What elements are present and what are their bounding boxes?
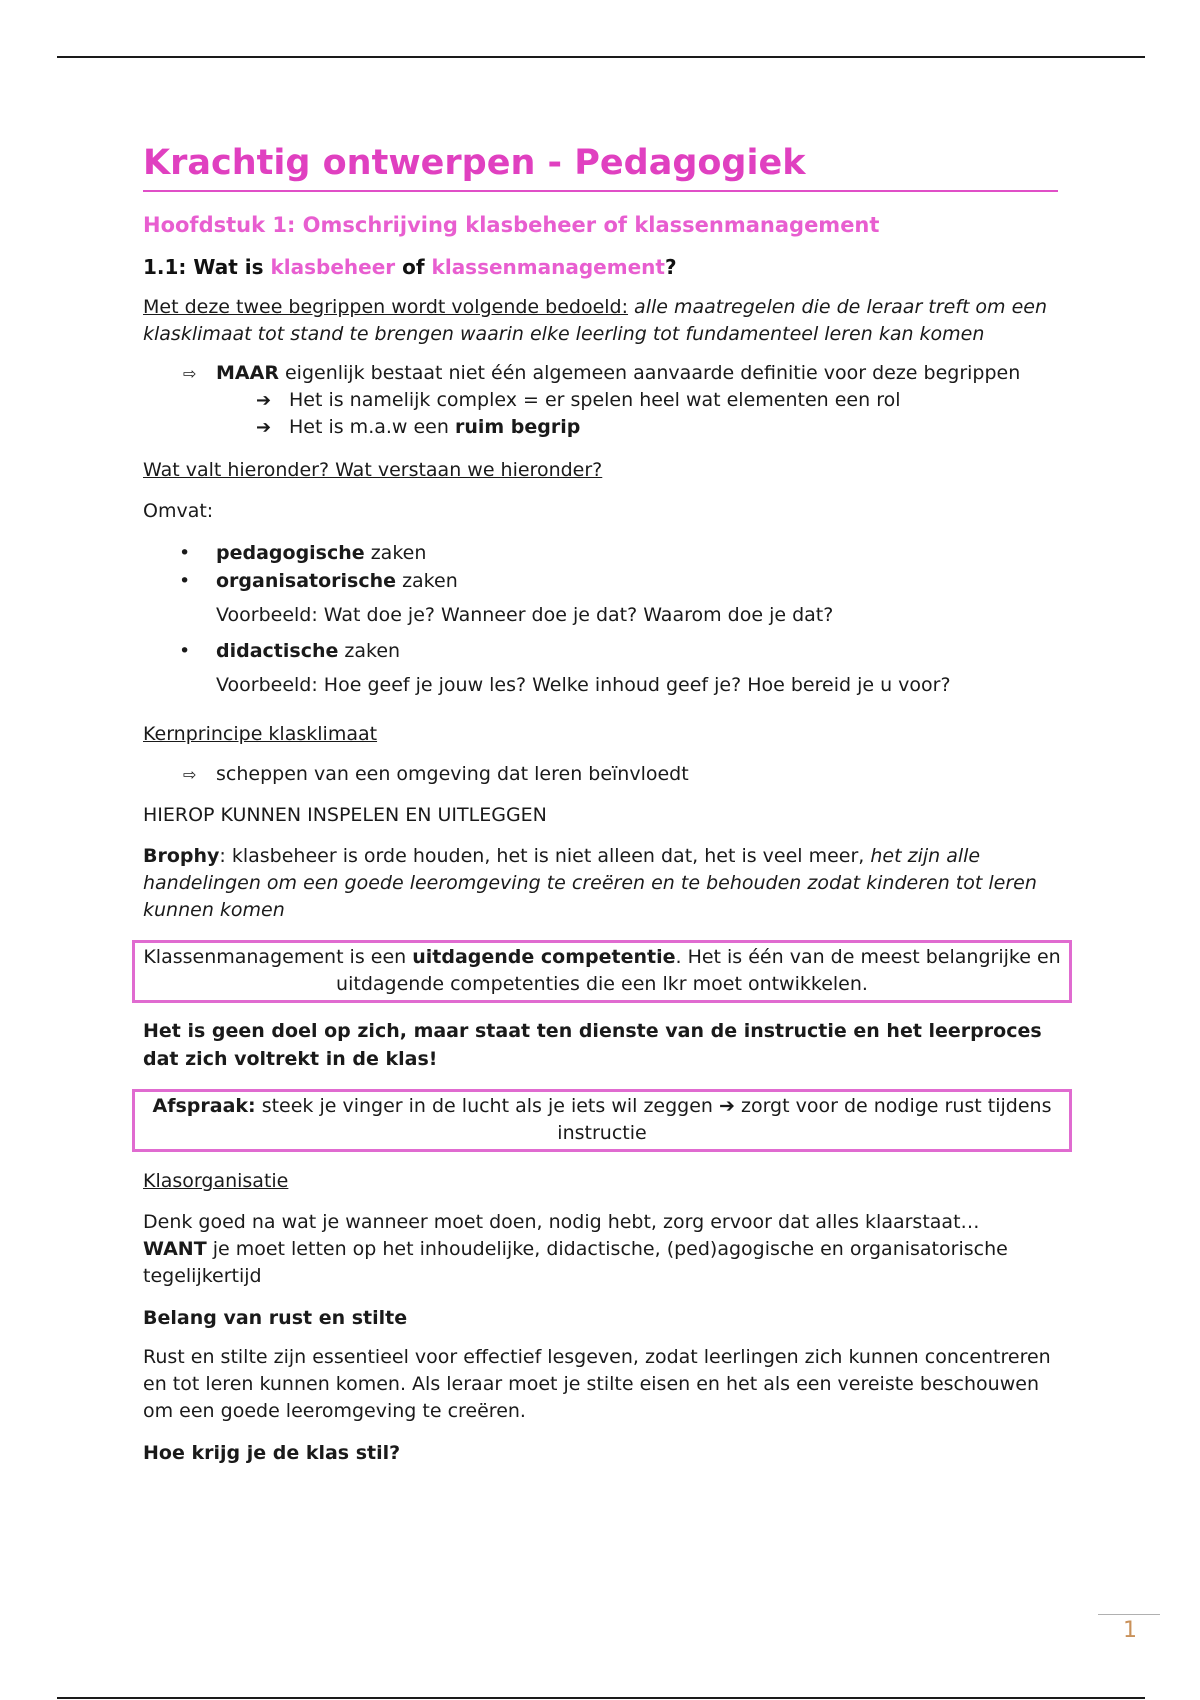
kernprincipe-point: ⇨ scheppen van een omgeving dat leren beïnvloedt [183,761,1058,788]
afspraak-box: Afspraak: steek je vinger in de lucht als je iets wil zeggen ➔ zorgt voor de nodige rust tijdens instructie [132,1089,1072,1152]
page-number: 1 [1123,1618,1137,1643]
arrow-right-bold-icon: ➔ [719,1095,735,1117]
sub-point-complex: ➔ Het is namelijk complex = er spelen heel wat elementen een rol [256,387,1058,414]
title-underline [143,190,1058,192]
maar-point: ⇨ MAAR eigenlijk bestaat niet één algemeen aanvaarde definitie voor deze begrippen [183,360,1058,387]
arrow-right-bold-icon: ➔ [256,390,272,411]
arrow-right-outline-icon: ⇨ [183,364,197,383]
header-rule [57,56,1145,58]
arrow-right-bold-icon: ➔ [256,417,272,438]
page-number-rule [1098,1614,1160,1615]
hierop-text: HIEROP KUNNEN INSPELEN EN UITLEGGEN [143,804,547,826]
sub-point-ruim-begrip: ➔ Het is m.a.w een ruim begrip [256,414,1058,441]
example-text: Voorbeeld: Hoe geef je jouw les? Welke inhoud geef je? Hoe bereid je u voor? [216,674,951,696]
question-heading: Wat valt hieronder? Wat verstaan we hieronder? [143,459,603,481]
section-heading: 1.1: Wat is klasbeheer of klassenmanagement? [143,255,677,279]
brophy-paragraph: Brophy: klasbeheer is orde houden, het is niet alleen dat, het is veel meer, het zijn alle handelingen om een goede leeromgeving te creëren en te behouden zodat kinderen tot leren kunnen komen [143,845,1037,921]
omvat-label: Omvat: [143,500,214,522]
bullet-icon: • [179,570,191,592]
klasorganisatie-paragraph: Denk goed na wat je wanneer moet doen, nodig hebt, zorg ervoor dat alles klaarstaat… WANT je moet letten op het inhoudelijke, didactische, (ped)agogische en organisatorische tegelijkertijd [143,1211,1008,1287]
arrow-right-outline-icon: ⇨ [183,765,197,784]
list-item: • organisatorische zaken [179,567,1058,595]
document-body [143,140,1061,1467]
competentie-box: Klassenmanagement is een uitdagende competentie. Het is één van de meest belangrijke en uitdagende competenties die een lkr moet ontwikkelen. [132,940,1072,1003]
definition-paragraph: Met deze twee begrippen wordt volgende bedoeld: alle maatregelen die de leraar treft om een klasklimaat tot stand te brengen waarin elke leerling tot fundamenteel leren kan komen [143,296,1048,345]
bullet-icon: • [179,542,191,564]
rust-heading: Belang van rust en stilte [143,1307,408,1329]
list-item: • pedagogische zaken [179,539,1058,567]
list-item: • didactische zaken [179,637,1058,665]
example-text: Voorbeeld: Wat doe je? Wanneer doe je dat? Waarom doe je dat? [216,604,834,626]
bullet-icon: • [179,640,191,662]
chapter-heading: Hoofdstuk 1: Omschrijving klasbeheer of klassenmanagement [143,213,880,237]
stil-heading: Hoe krijg je de klas stil? [143,1442,401,1464]
rust-paragraph: Rust en stilte zijn essentieel voor effectief lesgeven, zodat leerlingen zich kunnen concentreren en tot leren kunnen komen. Als leraar moet je stilte eisen en het als een vereiste beschouwen om een goede leeromgeving te creëren. [143,1346,1051,1422]
kernprincipe-heading: Kernprincipe klasklimaat [143,723,378,745]
footer-rule [57,1697,1145,1699]
statement-text: Het is geen doel op zich, maar staat ten dienste van de instructie en het leerproces dat zich voltrekt in de klas! [143,1020,1042,1070]
document-title: Krachtig ontwerpen - Pedagogiek [143,143,806,183]
klasorganisatie-heading: Klasorganisatie [143,1170,289,1192]
